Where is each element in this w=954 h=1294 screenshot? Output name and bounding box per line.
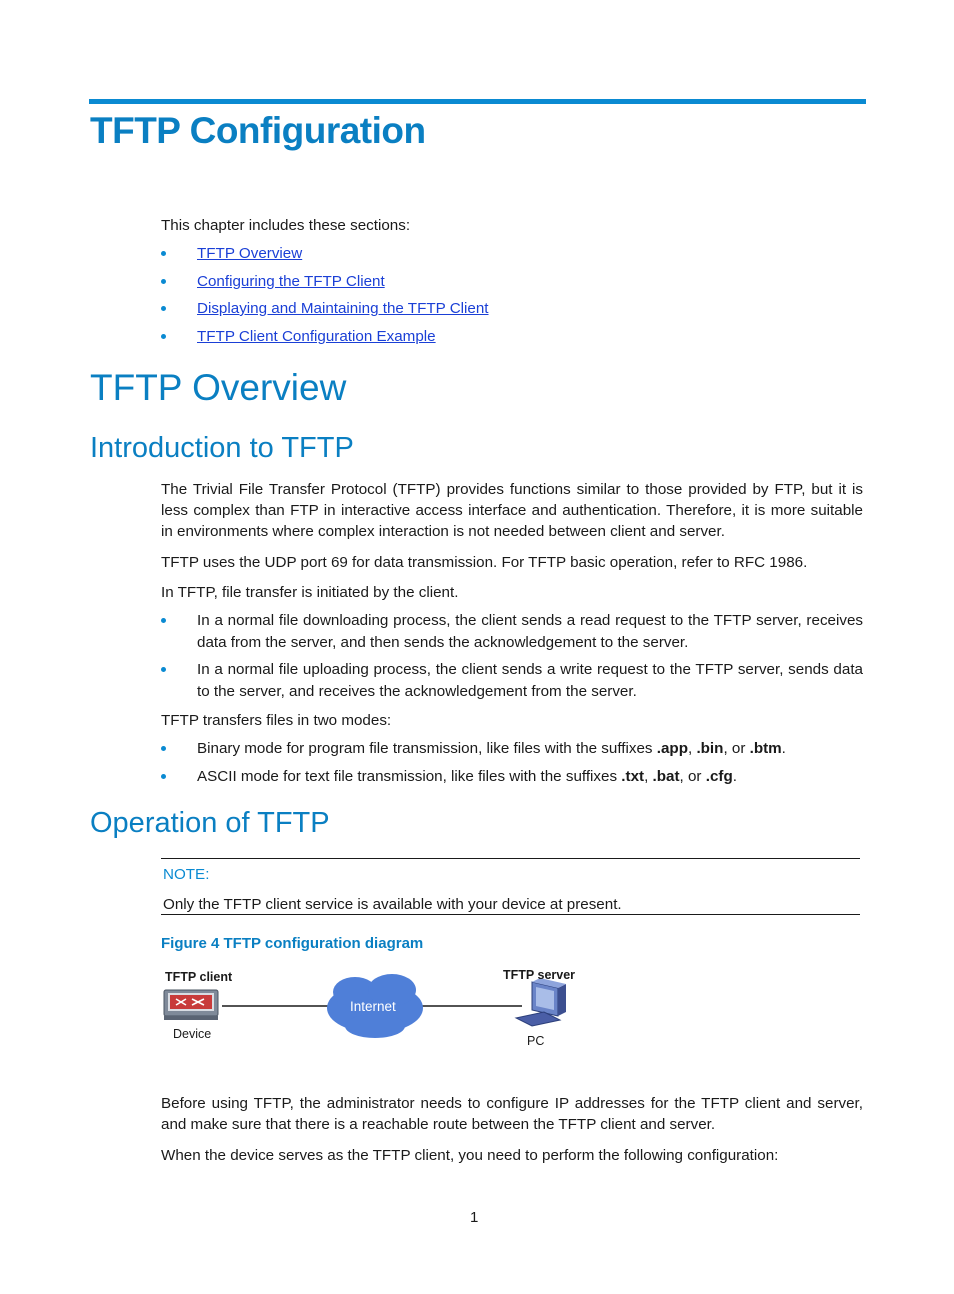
intro-paragraph-4: TFTP transfers files in two modes: [161,712,392,729]
operation-paragraph-2: When the device serves as the TFTP client, you need to perform the following configuration: [161,1147,779,1164]
list-item [161,738,863,760]
note-text: Only the TFTP client service is available with your device at present. [163,896,622,913]
separator: , or [723,740,750,757]
transfer-process-list [161,610,863,702]
tftp-server-label: TFTP server [503,968,576,982]
chapter-title: TFTP Configuration [90,110,426,151]
tftp-client-label: TFTP client [165,970,233,984]
suffix-cfg: .cfg [705,768,733,785]
punctuation: . [781,740,786,757]
list-item [161,610,863,653]
suffix-app: .app [656,740,688,757]
binary-mode-text: Binary mode for program file transmission, like files with the suffixes [197,740,657,757]
internet-label: Internet [350,999,396,1014]
toc-item [161,298,489,326]
operation-paragraph-1: Before using TFTP, the administrator needs to configure IP addresses for the TFTP client and server, and make sure that there is a reachable route between the TFTP client and server. [161,1095,863,1133]
section-links [161,243,489,353]
transfer-modes-list [161,738,863,788]
toc-item [161,243,489,271]
toc-link-config-example[interactable]: TFTP Client Configuration Example [197,327,436,345]
suffix-bat: .bat [652,768,680,785]
separator: , [644,768,653,785]
upload-process-text: In a normal file uploading process, the client sends a write request to the TFTP server, sends data to the server, and receives the acknowledgement from the server. [197,661,863,700]
device-label: Device [173,1027,212,1041]
toc-link-displaying-maintaining[interactable]: Displaying and Maintaining the TFTP Client [197,300,489,317]
suffix-bin: .bin [696,740,724,757]
bullet-icon [161,306,166,311]
operation-heading: Operation of TFTP [90,807,330,839]
suffix-txt: .txt [621,768,645,785]
bullet-icon [161,774,166,779]
bullet-icon [161,667,166,672]
toc-link-configuring-client[interactable]: Configuring the TFTP Client [197,272,385,290]
bullet-icon [161,618,166,623]
intro-paragraph-2: TFTP uses the UDP port 69 for data transmission. For TFTP basic operation, refer to RFC 1986. [161,554,808,571]
separator: , or [679,768,706,785]
intro-heading: Introduction to TFTP [90,432,354,464]
punctuation: . [732,768,737,785]
toc-item [161,271,489,299]
toc-item [161,326,489,354]
note-bottom-rule [161,914,860,915]
download-process-text: In a normal file downloading process, the client sends a read request to the TFTP server, receives data from the server, and then sends the acknowledgement to the server. [197,612,863,651]
section-heading: TFTP Overview [90,367,347,408]
page-number: 1 [470,1209,479,1226]
intro-paragraph-1: The Trivial File Transfer Protocol (TFTP) provides functions similar to those provided by FTP, but it is less complex than FTP in interactive access interface and authentication. Therefore, it is more suitable in environments where complex interaction is not needed between client and server. [161,481,863,540]
pc-icon [516,978,566,1026]
list-item [161,766,863,788]
ascii-mode-text: ASCII mode for text file transmission, like files with the suffixes [197,768,622,785]
bullet-icon [161,334,166,339]
chapter-intro: This chapter includes these sections: [161,217,411,234]
suffix-btm: .btm [749,740,782,757]
toc-link-tftp-overview[interactable]: TFTP Overview [197,245,303,262]
bullet-icon [161,251,166,256]
chapter-top-rule [89,99,866,104]
figure-caption: Figure 4 TFTP configuration diagram [161,935,424,952]
device-icon [164,990,218,1020]
note-label: NOTE: [163,866,210,883]
list-item [161,659,863,702]
intro-paragraph-3: In TFTP, file transfer is initiated by the client. [161,584,459,601]
note-top-rule [161,858,860,859]
pc-label: PC [527,1034,545,1048]
bullet-icon [161,279,166,284]
bullet-icon [161,746,166,751]
separator: , [687,740,697,757]
